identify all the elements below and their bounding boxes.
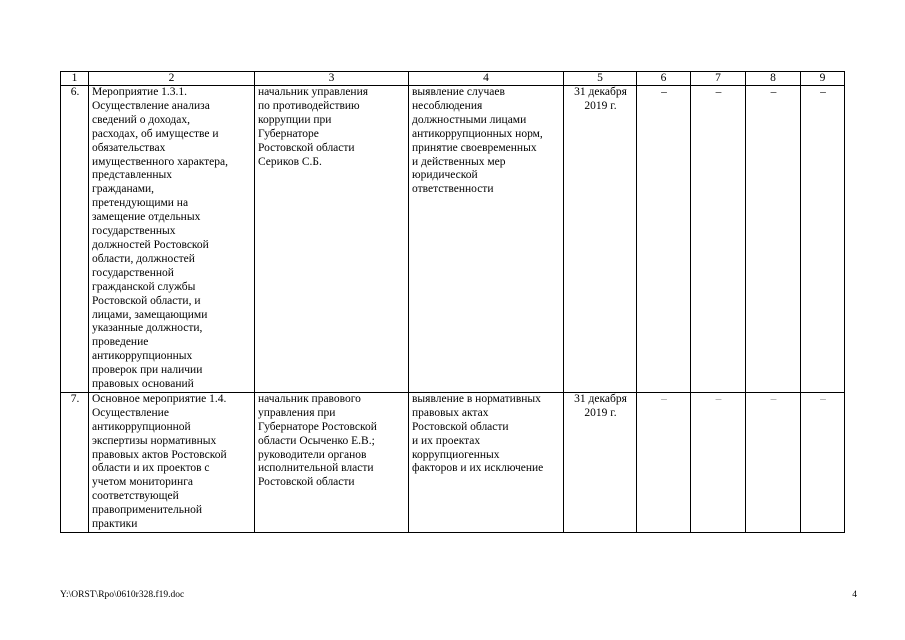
column-header-2: 2 [89,72,255,86]
col7-cell: – [691,86,746,393]
col6-cell: – [637,86,691,393]
col9-cell: – [801,392,845,532]
column-header-9: 9 [801,72,845,86]
col7-cell: – [691,392,746,532]
responsible-cell [255,86,409,393]
date-text: 31 декабря 2019 г. [574,86,627,112]
header-row [61,72,845,86]
page-number: 4 [852,590,857,600]
col9-cell: – [801,86,845,393]
date-cell [564,86,637,393]
result-text: выявление случаев несоблюдения должностными лицами антикоррупционных норм, принятие своевременных и действенных мер юридической ответственности [412,86,543,196]
responsible-text: начальник правового управления при Губернаторе Ростовской области Осыченко Е.В.; руководители органов исполнительной власти Ростовской области [258,392,377,489]
result-cell [409,86,564,393]
event-cell [89,392,255,532]
column-header-4: 4 [409,72,564,86]
column-header-3: 3 [255,72,409,86]
column-header-8: 8 [746,72,801,86]
measures-table [60,71,845,533]
col8-cell: – [746,86,801,393]
date-cell [564,392,637,532]
responsible-cell [255,392,409,532]
responsible-text: начальник управления по противодействию коррупции при Губернаторе Ростовской области Сериков С.Б. [258,86,369,168]
event-text: Мероприятие 1.3.1. Осуществление анализа сведений о доходах, расходах, об имуществе и обязательствах имущественного характера, представленных гражданами, претендующими на замещение отдельных государственных должностей Ростовской области, должностей государственной гражданской службы Ростовской области, и лицами, замещающими указанные должности, проведение антикоррупционных проверок при наличии правовых оснований [92,86,228,391]
event-text: Основное мероприятие 1.4. Осуществление антикоррупционной экспертизы нормативных правовых актов Ростовской области и их проектов с учетом мониторинга соответствующей правоприменительной практики [92,392,227,531]
column-header-7: 7 [691,72,746,86]
row-number: 7. [61,392,89,532]
event-cell [89,86,255,393]
table-row [61,392,845,532]
date-text: 31 декабря 2019 г. [574,392,627,419]
result-text: выявление в нормативных правовых актах Ростовской области и их проектах коррупциогенных факторов и их исключение [412,392,544,475]
column-header-1: 1 [61,72,89,86]
column-header-5: 5 [564,72,637,86]
result-cell [409,392,564,532]
row-number: 6. [61,86,89,393]
column-header-6: 6 [637,72,691,86]
table-row [61,86,845,393]
col8-cell: – [746,392,801,532]
file-path-footer: Y:\ORST\Rpo\0610r328.f19.doc [60,590,185,600]
col6-cell: – [637,392,691,532]
